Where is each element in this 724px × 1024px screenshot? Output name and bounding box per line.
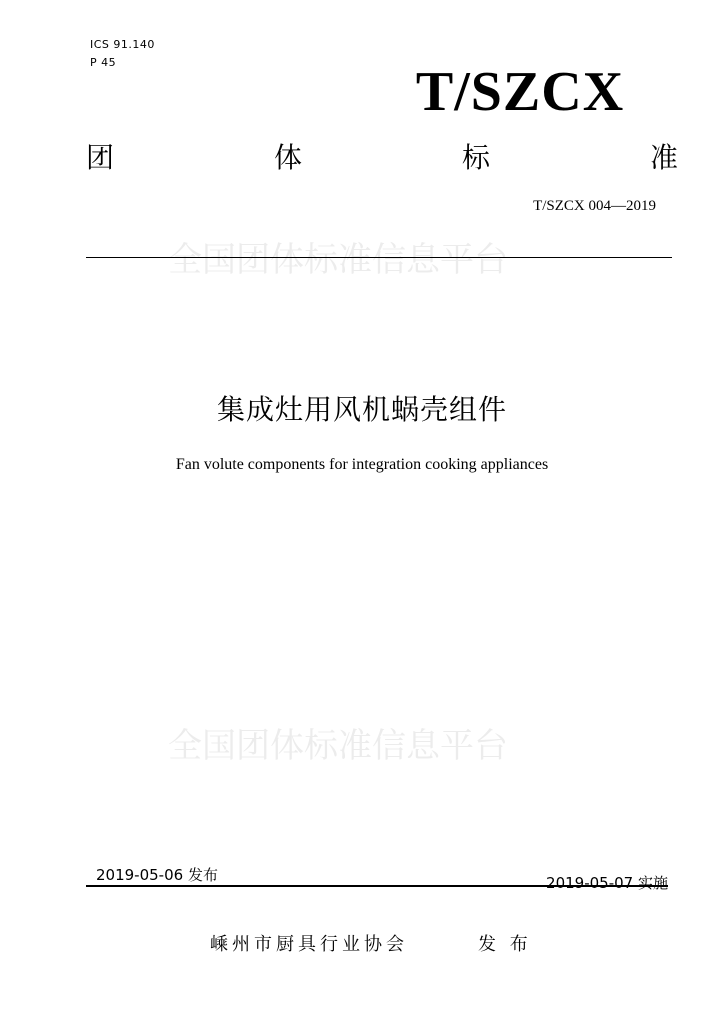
- standard-type-char: 准: [649, 141, 678, 174]
- issuing-organization: 嵊州市厨具行业协会: [210, 934, 408, 955]
- standard-type-char: 标: [461, 141, 490, 174]
- standard-number: T/SZCX 004—2019: [533, 198, 656, 214]
- ics-code: ICS 91.140: [90, 38, 155, 51]
- watermark-text: 全国团体标准信息平台: [168, 726, 508, 766]
- footer-divider: [86, 885, 668, 887]
- document-title-en: Fan volute components for integration cooking appliances: [175, 456, 549, 473]
- organization-code-mark: T/SZCX: [415, 61, 625, 123]
- issue-label: 发 布: [478, 934, 532, 955]
- ccs-code: P 45: [90, 56, 117, 69]
- watermark-text: 全国团体标准信息平台: [168, 240, 508, 280]
- standard-type-char: 团: [86, 141, 115, 174]
- document-title-zh: 集成灶用风机蜗壳组件: [216, 393, 507, 426]
- publish-date: 2019-05-06 发布: [96, 866, 218, 884]
- header-divider: [86, 257, 672, 258]
- standard-type-heading: [86, 140, 678, 176]
- standard-type-char: 体: [273, 141, 302, 174]
- implement-date: 2019-05-07 实施: [546, 874, 668, 892]
